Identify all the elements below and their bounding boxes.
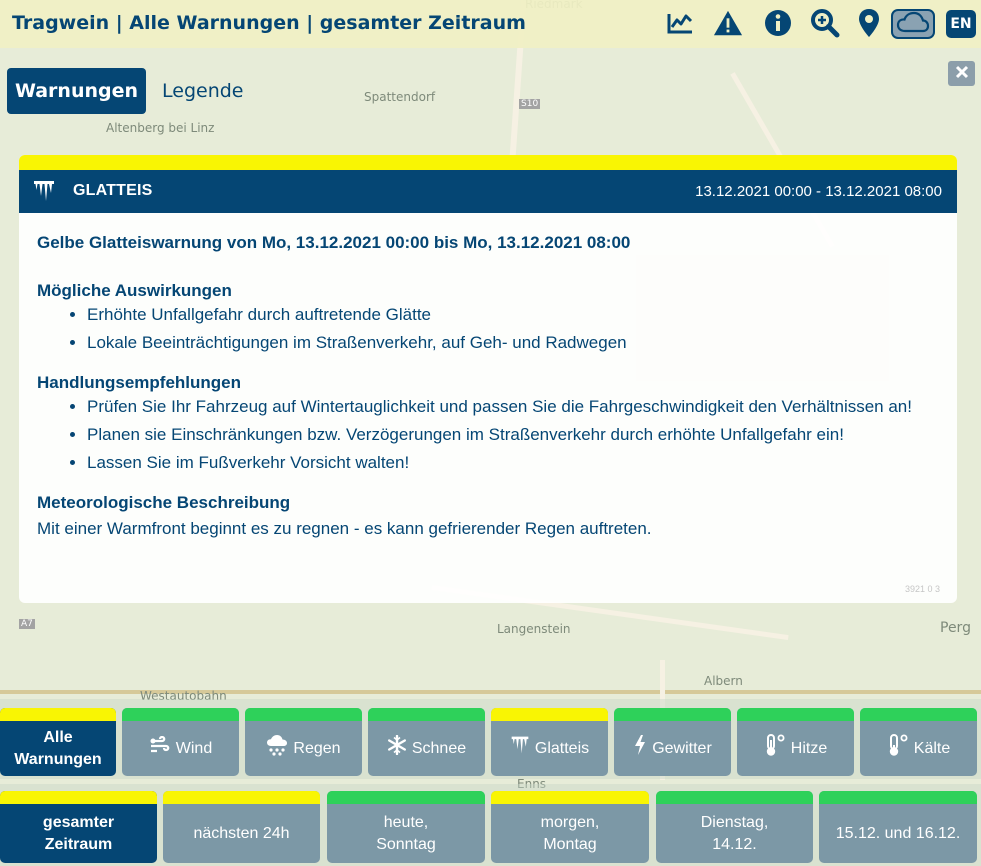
warning-body bbox=[37, 233, 942, 539]
map-label: Perg bbox=[940, 620, 971, 636]
filter-label: Wind bbox=[175, 739, 213, 757]
warning-headline: Gelbe Glatteiswarnung von Mo, 13.12.2021 00:00 bis Mo, 13.12.2021 08:00 bbox=[37, 233, 631, 252]
level-stripe bbox=[491, 708, 608, 721]
time-15-16-12[interactable] bbox=[819, 791, 977, 863]
filter-gewitter[interactable] bbox=[614, 708, 731, 776]
list-item: • Prüfen Sie Ihr Fahrzeug auf Wintertauglichkeit und passen Sie die Fahrgeschwindigkeit den Verhältnissen an! bbox=[87, 397, 942, 417]
level-stripe bbox=[491, 791, 649, 804]
level-stripe bbox=[614, 708, 731, 721]
time-label: 15.12. und 16.12. bbox=[835, 824, 961, 842]
level-stripe bbox=[860, 708, 977, 721]
level-stripe bbox=[368, 708, 485, 721]
time-heute[interactable] bbox=[327, 791, 485, 863]
level-stripe bbox=[819, 791, 977, 804]
map-label: Spattendorf bbox=[364, 90, 436, 104]
warning-card bbox=[19, 155, 957, 603]
filter-label: Gewitter bbox=[652, 739, 712, 757]
info-icon[interactable] bbox=[763, 8, 793, 38]
top-bar bbox=[0, 0, 981, 48]
snowflake-icon bbox=[387, 735, 407, 762]
level-stripe bbox=[163, 791, 320, 804]
filter-kaelte[interactable] bbox=[860, 708, 977, 776]
thermometer-cold-icon bbox=[887, 733, 909, 764]
filter-label: Glatteis bbox=[534, 739, 590, 757]
map-pin-icon[interactable] bbox=[854, 8, 884, 38]
level-stripe bbox=[327, 791, 485, 804]
time-label: Dienstag, 14.12. bbox=[700, 813, 769, 853]
time-label: heute, Sonntag bbox=[376, 813, 436, 853]
level-stripe bbox=[245, 708, 362, 721]
warning-type: GLATTEIS bbox=[73, 182, 153, 199]
warning-triangle-icon[interactable] bbox=[713, 8, 743, 38]
map-label: Langenstein bbox=[497, 622, 571, 636]
search-icon[interactable] bbox=[810, 8, 840, 38]
close-button[interactable] bbox=[948, 61, 975, 86]
filter-hitze[interactable] bbox=[737, 708, 854, 776]
filter-wind[interactable] bbox=[122, 708, 239, 776]
time-dienstag[interactable] bbox=[656, 791, 813, 863]
map-label: Enns bbox=[517, 777, 547, 791]
wind-icon bbox=[149, 736, 171, 761]
icicle-icon bbox=[510, 735, 530, 762]
filter-label: Schnee bbox=[411, 739, 467, 757]
warning-period: 13.12.2021 00:00 - 13.12.2021 08:00 bbox=[695, 183, 942, 200]
lightning-icon bbox=[633, 734, 647, 763]
map-label: Altenberg bei Linz bbox=[106, 121, 215, 135]
filter-schnee[interactable] bbox=[368, 708, 485, 776]
list-item: • Lokale Beeinträchtigungen im Straßenverkehr, auf Geh- und Radwegen bbox=[87, 333, 942, 353]
filter-regen[interactable] bbox=[245, 708, 362, 776]
warning-header bbox=[19, 170, 957, 213]
filter-label: Kälte bbox=[913, 739, 951, 757]
time-naechsten-24h[interactable] bbox=[163, 791, 320, 863]
filter-label: Regen bbox=[293, 739, 341, 757]
map-label: A7 bbox=[21, 619, 33, 629]
tab-warnungen[interactable]: Warnungen bbox=[7, 68, 146, 114]
cloud-layer-button[interactable] bbox=[891, 9, 935, 39]
impacts-list bbox=[37, 305, 942, 353]
time-gesamter-zeitraum[interactable] bbox=[0, 791, 157, 863]
map-label: Westautobahn bbox=[140, 689, 227, 703]
recommendations-list bbox=[37, 397, 942, 473]
description-title: Meteorologische Beschreibung bbox=[37, 493, 291, 512]
filter-glatteis[interactable] bbox=[491, 708, 608, 776]
filter-alle-warnungen[interactable] bbox=[0, 708, 116, 776]
level-stripe bbox=[0, 708, 116, 721]
impacts-title: Mögliche Auswirkungen bbox=[37, 281, 232, 300]
cloud-icon bbox=[896, 11, 930, 37]
list-item: • Lassen Sie im Fußverkehr Vorsicht walten! bbox=[87, 453, 942, 473]
map-label: Albern bbox=[704, 674, 743, 688]
time-label: gesamter Zeitraum bbox=[42, 813, 115, 853]
level-stripe bbox=[737, 708, 854, 721]
map-label: S10 bbox=[521, 99, 539, 109]
recommendations-title: Handlungsempfehlungen bbox=[37, 373, 241, 392]
level-stripe bbox=[122, 708, 239, 721]
level-stripe bbox=[0, 791, 157, 804]
time-morgen[interactable] bbox=[491, 791, 649, 863]
description-text: Mit einer Warmfront beginnt es zu regnen - es kann gefrierender Regen auftreten. bbox=[37, 519, 652, 538]
tab-legende[interactable]: Legende bbox=[162, 80, 244, 102]
list-item: • Erhöhte Unfallgefahr durch auftretende Glätte bbox=[87, 305, 942, 325]
page-title: Tragwein | Alle Warnungen | gesamter Zeitraum bbox=[12, 12, 526, 34]
rain-cloud-icon bbox=[266, 734, 288, 763]
warning-watermark: 3921 0 3 bbox=[904, 584, 940, 594]
thermometer-hot-icon bbox=[764, 733, 786, 764]
close-icon bbox=[955, 64, 969, 83]
chart-line-icon[interactable] bbox=[665, 8, 695, 38]
warning-level-stripe bbox=[19, 155, 957, 170]
list-item: • Planen sie Einschränkungen bzw. Verzögerungen im Straßenverkehr durch erhöhte Unfallgefahr ein! bbox=[87, 425, 942, 445]
filter-label: Hitze bbox=[790, 739, 828, 757]
time-label: nächsten 24h bbox=[193, 824, 290, 842]
time-label: morgen, Montag bbox=[540, 813, 600, 853]
filter-label: Alle Warnungen bbox=[14, 728, 102, 768]
level-stripe bbox=[656, 791, 813, 804]
icicle-icon bbox=[33, 179, 55, 207]
language-button[interactable]: EN bbox=[946, 10, 976, 38]
